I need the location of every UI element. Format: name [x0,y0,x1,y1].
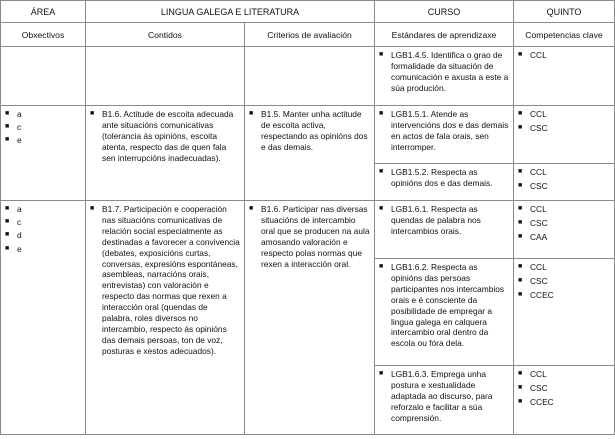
competences-header: Competencias clave [514,23,615,47]
course-label: CURSO [375,1,514,23]
content-cell [86,47,245,106]
bullet-icon: ■ [518,398,523,406]
objectives-cell [1,201,86,435]
competence-item: ■ CCL [518,50,547,60]
competences-cell [514,106,615,164]
competences-cell [514,164,615,201]
bullet-icon: ■ [518,384,523,392]
standard-item: ■ LGB1.6.3. Emprega unha postura e xestualidade adaptada ao discurso, para reforzalo e facilitar a súa comprensión. [379,369,493,423]
content-item: ■ B1.7. Participación e cooperación nas situacións comunicativas de relación social especialmente as destinadas a favorecer a convivencia (debates, exposicións curtas, conversas, expresións espontáneas, asembleas, narracións orais, entrevistas) con valoración e respecto das normas que rexen a interacción oral (quendas de palabra, roles diversos no intercambio, respecto ás opinións das demais persoas, ton de voz, posturas e xestos adecuados). [90,204,240,356]
standard-cell [375,164,514,201]
bullet-icon: ■ [518,110,523,117]
competence-item: ■ CSC [518,218,548,229]
objectives-header: Obxectivos [1,23,86,47]
bullet-icon: ■ [518,263,523,270]
bullet-icon: ■ [90,110,95,117]
competence-item: ■ CSC [518,123,548,134]
competence-item: ■ CSC [518,181,548,192]
bullet-icon: ■ [379,110,384,117]
standard-cell [375,366,514,435]
subject-title: LINGUA GALEGA E LITERATURA [86,1,375,23]
objectives-cell [1,47,86,106]
content-item: ■ B1.6. Actitude de escoita adecuada ante situacións comunicativas (tolerancia ás opinións, escoita atenta, respecto das de quen fala sen interrupcións inadecuadas). [90,109,234,163]
competence-item: ■ CCL [518,262,547,272]
competence-item: ■ CCL [518,109,547,119]
bullet-icon: ■ [5,110,10,117]
bullet-icon: ■ [518,182,523,190]
table-row [1,201,615,259]
bullet-icon: ■ [518,219,523,227]
objective-item: ■ d [5,230,22,241]
bullet-icon: ■ [5,244,10,252]
bullet-icon: ■ [518,124,523,132]
bullet-icon: ■ [379,370,384,377]
criteria-header: Criterios de avaliación [245,23,375,47]
bullet-icon: ■ [5,205,10,212]
bullet-icon: ■ [379,263,384,270]
standard-item: ■ LGB1.6.2. Respecta as opinións das persoas participantes nos intercambios orais e é consciente da posibilidade de empregar a lingua galega en calquera intercambio oral dentro da escola ou fóra dela. [379,262,505,349]
criterion-item: ■ B1.6. Participar nas diversas situacións de intercambio oral que se producen na aula amosando valoración e respecto polas normas que rexen a interacción oral. [249,204,370,269]
competence-item: ■ CAA [518,232,548,243]
criterion-item: ■ B1.5. Manter unha actitude de escoita activa, respectando as opinións dos e das demais. [249,109,368,152]
area-label: ÁREA [1,1,86,23]
competences-cell [514,366,615,435]
objective-item: ■ a [5,204,22,214]
competence-item: ■ CSC [518,383,548,394]
bullet-icon: ■ [379,168,384,175]
competences-cell [514,201,615,259]
standards-header: Estándares de aprendizaxe [375,23,514,47]
competences-cell [514,47,615,106]
bullet-icon: ■ [90,205,95,212]
competence-item: ■ CSC [518,276,548,287]
standard-item: ■ LGB1.6.1. Respecta as quendas de palabra nos intercambios orais. [379,204,481,236]
table-row [1,47,615,106]
bullet-icon: ■ [518,168,523,175]
course-value: QUINTO [514,1,615,23]
bullet-icon: ■ [518,291,523,299]
criterion-cell [245,106,375,201]
bullet-icon: ■ [5,218,10,226]
bullet-icon: ■ [518,51,523,58]
competence-item: ■ CCL [518,369,547,379]
bullet-icon: ■ [249,110,254,117]
competences-cell [514,259,615,366]
objective-item: ■ c [5,217,22,228]
contents-header: Contidos [86,23,245,47]
objective-item: ■ a [5,109,22,119]
objective-item: ■ e [5,135,22,146]
criterion-cell [245,47,375,106]
competence-item: ■ CCEC [518,290,554,301]
header-row [1,1,615,23]
standard-item: ■ LGB1.5.2. Respecta as opinións dos e das demais. [379,167,493,188]
competence-item: ■ CCL [518,167,547,177]
bullet-icon: ■ [5,123,10,131]
bullet-icon: ■ [5,136,10,144]
standard-cell [375,106,514,164]
bullet-icon: ■ [518,277,523,285]
objective-item: ■ e [5,243,22,254]
standard-cell [375,47,514,106]
content-cell [86,106,245,201]
content-cell [86,201,245,435]
bullet-icon: ■ [518,370,523,377]
bullet-icon: ■ [5,231,10,239]
competence-item: ■ CCEC [518,397,554,408]
competence-item: ■ CCL [518,204,547,214]
standard-item: ■ LGB1.5.1. Atende as intervencións dos e das demais en actos de fala orais, sen interromper. [379,109,509,152]
column-header-row [1,23,615,47]
objective-item: ■ c [5,122,22,133]
criterion-cell [245,201,375,435]
bullet-icon: ■ [379,51,384,58]
bullet-icon: ■ [379,205,384,212]
bullet-icon: ■ [518,233,523,241]
bullet-icon: ■ [518,205,523,212]
standard-cell [375,201,514,259]
bullet-icon: ■ [249,205,254,212]
standard-item: ■ LGB1.4.5. Identifica o grao de formalidade da situación de comunicación e axusta a este a súa produción. [379,50,509,93]
objectives-cell [1,106,86,201]
standard-cell [375,259,514,366]
table-row [1,106,615,164]
